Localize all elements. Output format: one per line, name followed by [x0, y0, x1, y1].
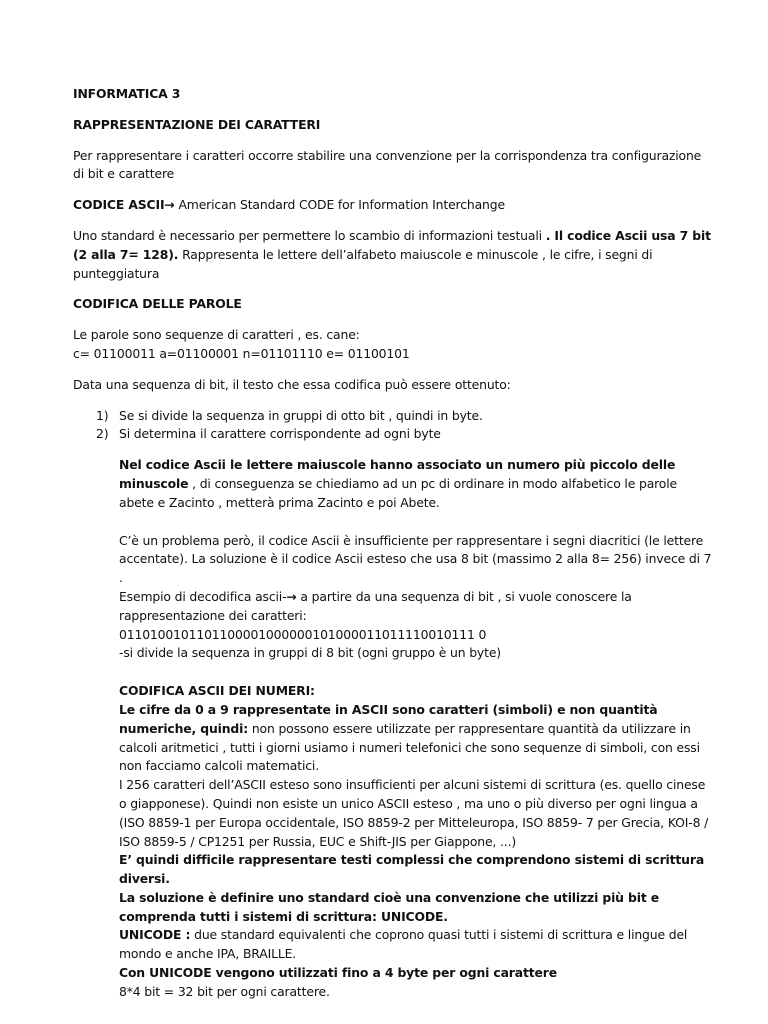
ascii-definition — [73, 196, 713, 215]
numeri-section — [119, 682, 713, 1002]
right-arrow-icon: → — [164, 197, 175, 213]
parole-line: Le parole sono sequenze di caratteri , es. cane: — [73, 327, 360, 343]
standard-text-bold: . Il codice Ascii usa 7 bit (2 alla 7= 128). — [73, 227, 711, 262]
bit-sequence: 0110100101101100001000000101000011011110010111 0 — [119, 626, 487, 642]
parole-codes: c= 01100011 a=01100001 n=01101110 e= 01100101 — [73, 345, 410, 361]
bit-32-text: 8*4 bit = 32 bit per ogni carattere. — [119, 983, 330, 999]
numeri-rest: non possono essere utilizzate per rappresentare quantità da utilizzare in calcoli aritmetici , tutti i giorni usiamo i numeri telefonici che sono sequenze di simboli, con essi non facciamo calcoli matematici. — [119, 720, 700, 774]
problema-text: C’è un problema però, il codice Ascii è insufficiente per rappresentare i segni diacritici (le lettere accentate). La soluzione è il codice Ascii esteso che usa 8 bit (massimo 2 alla 8= 256) invece di 7 . — [119, 532, 712, 586]
standard-text-rest: Rappresenta le lettere dell’alfabeto maiuscole e minuscole , le cifre, i segni di punteggiatura — [73, 246, 653, 281]
soluzione-text: La soluzione è definire uno standard cioè una convenzione che utilizzi più bit e comprenda tutti i sistemi di scrittura: UNICODE. — [119, 889, 660, 924]
list-text: Se si divide la sequenza in gruppi di otto bit , quindi in byte. — [119, 407, 483, 423]
difficile-text: E’ quindi difficile rappresentare testi complessi che comprendono sistemi di scrittura diversi. — [119, 852, 705, 887]
problema-paragraph — [119, 532, 713, 664]
heading-rappresentazione: RAPPRESENTAZIONE DEI CARATTERI — [73, 116, 321, 132]
numeri-paragraph — [119, 701, 713, 776]
divide-text: -si divide la sequenza in gruppi di 8 bit (ogni gruppo è un byte) — [119, 645, 501, 661]
standard-text: Uno standard è necessario per permettere lo scambio di informazioni testuali — [73, 227, 546, 243]
heading-codifica-parole: CODIFICA DELLE PAROLE — [73, 296, 242, 312]
maiuscole-paragraph — [119, 456, 713, 512]
unicode-paragraph — [119, 926, 713, 964]
esempio-text — [119, 588, 713, 626]
list-number: 2) — [96, 426, 109, 442]
parole-paragraph — [73, 326, 713, 364]
document-page — [73, 85, 713, 1002]
indented-section — [119, 456, 713, 1002]
unicode-byte-text: Con UNICODE vengono utilizzati fino a 4 byte per ogni carattere — [119, 965, 557, 981]
steps-list — [73, 407, 713, 445]
maiuscole-rest: , di conseguenza se chiediamo ad un pc di ordinare in modo alfabetico le parole abete e Zacinto , metterà prima Zacinto e poi Abete. — [119, 475, 678, 510]
intro-paragraph: Per rappresentare i caratteri occorre stabilire una convenzione per la corrispondenza tra configurazione di bit e carattere — [73, 147, 702, 182]
caratteri-256-paragraph: I 256 caratteri dell’ASCII esteso sono insufficienti per alcuni sistemi di scrittura (es. quello cinese o giapponese). Quindi non esiste un unico ASCII esteso , ma uno o più diverso per ogni lingua a (ISO 8859-1 per Europa occidentale, ISO 8859-2 per Mitteleuropa, ISO 8859- 7 per Grecia, KOI-8 / ISO 8859-5 / CP1251 per Russia, EUC e Shift-JIS per Giappone, ...) — [119, 777, 709, 849]
heading-numeri: CODIFICA ASCII DEI NUMERI: — [119, 683, 315, 699]
unicode-label: UNICODE : — [119, 927, 191, 943]
list-number: 1) — [96, 407, 109, 423]
ascii-description: American Standard CODE for Information Interchange — [174, 197, 505, 213]
list-item — [73, 407, 713, 426]
numeri-bold: Le cifre da 0 a 9 rappresentate in ASCII sono caratteri (simboli) e non quantità numeriche, quindi: — [119, 701, 658, 736]
standard-paragraph — [73, 227, 713, 283]
document-title: INFORMATICA 3 — [73, 86, 181, 101]
esempio-start: Esempio di decodifica ascii- — [119, 588, 287, 604]
esempio-rest: a partire da una sequenza di bit , si vuole conoscere la rappresentazione dei caratteri: — [119, 588, 632, 623]
ascii-label: CODICE ASCII — [73, 197, 165, 213]
list-text: Si determina il carattere corrispondente ad ogni byte — [119, 426, 441, 442]
unicode-description: due standard equivalenti che coprono quasi tutti i sistemi di scrittura e lingue del mondo e anche IPA, BRAILLE. — [119, 927, 688, 962]
maiuscole-bold: Nel codice Ascii le lettere maiuscole hanno associato un numero più piccolo delle minuscole — [119, 457, 676, 491]
list-item — [73, 425, 713, 444]
sequenza-paragraph: Data una sequenza di bit, il testo che essa codifica può essere ottenuto: — [73, 376, 511, 392]
right-arrow-icon: → — [286, 588, 297, 604]
